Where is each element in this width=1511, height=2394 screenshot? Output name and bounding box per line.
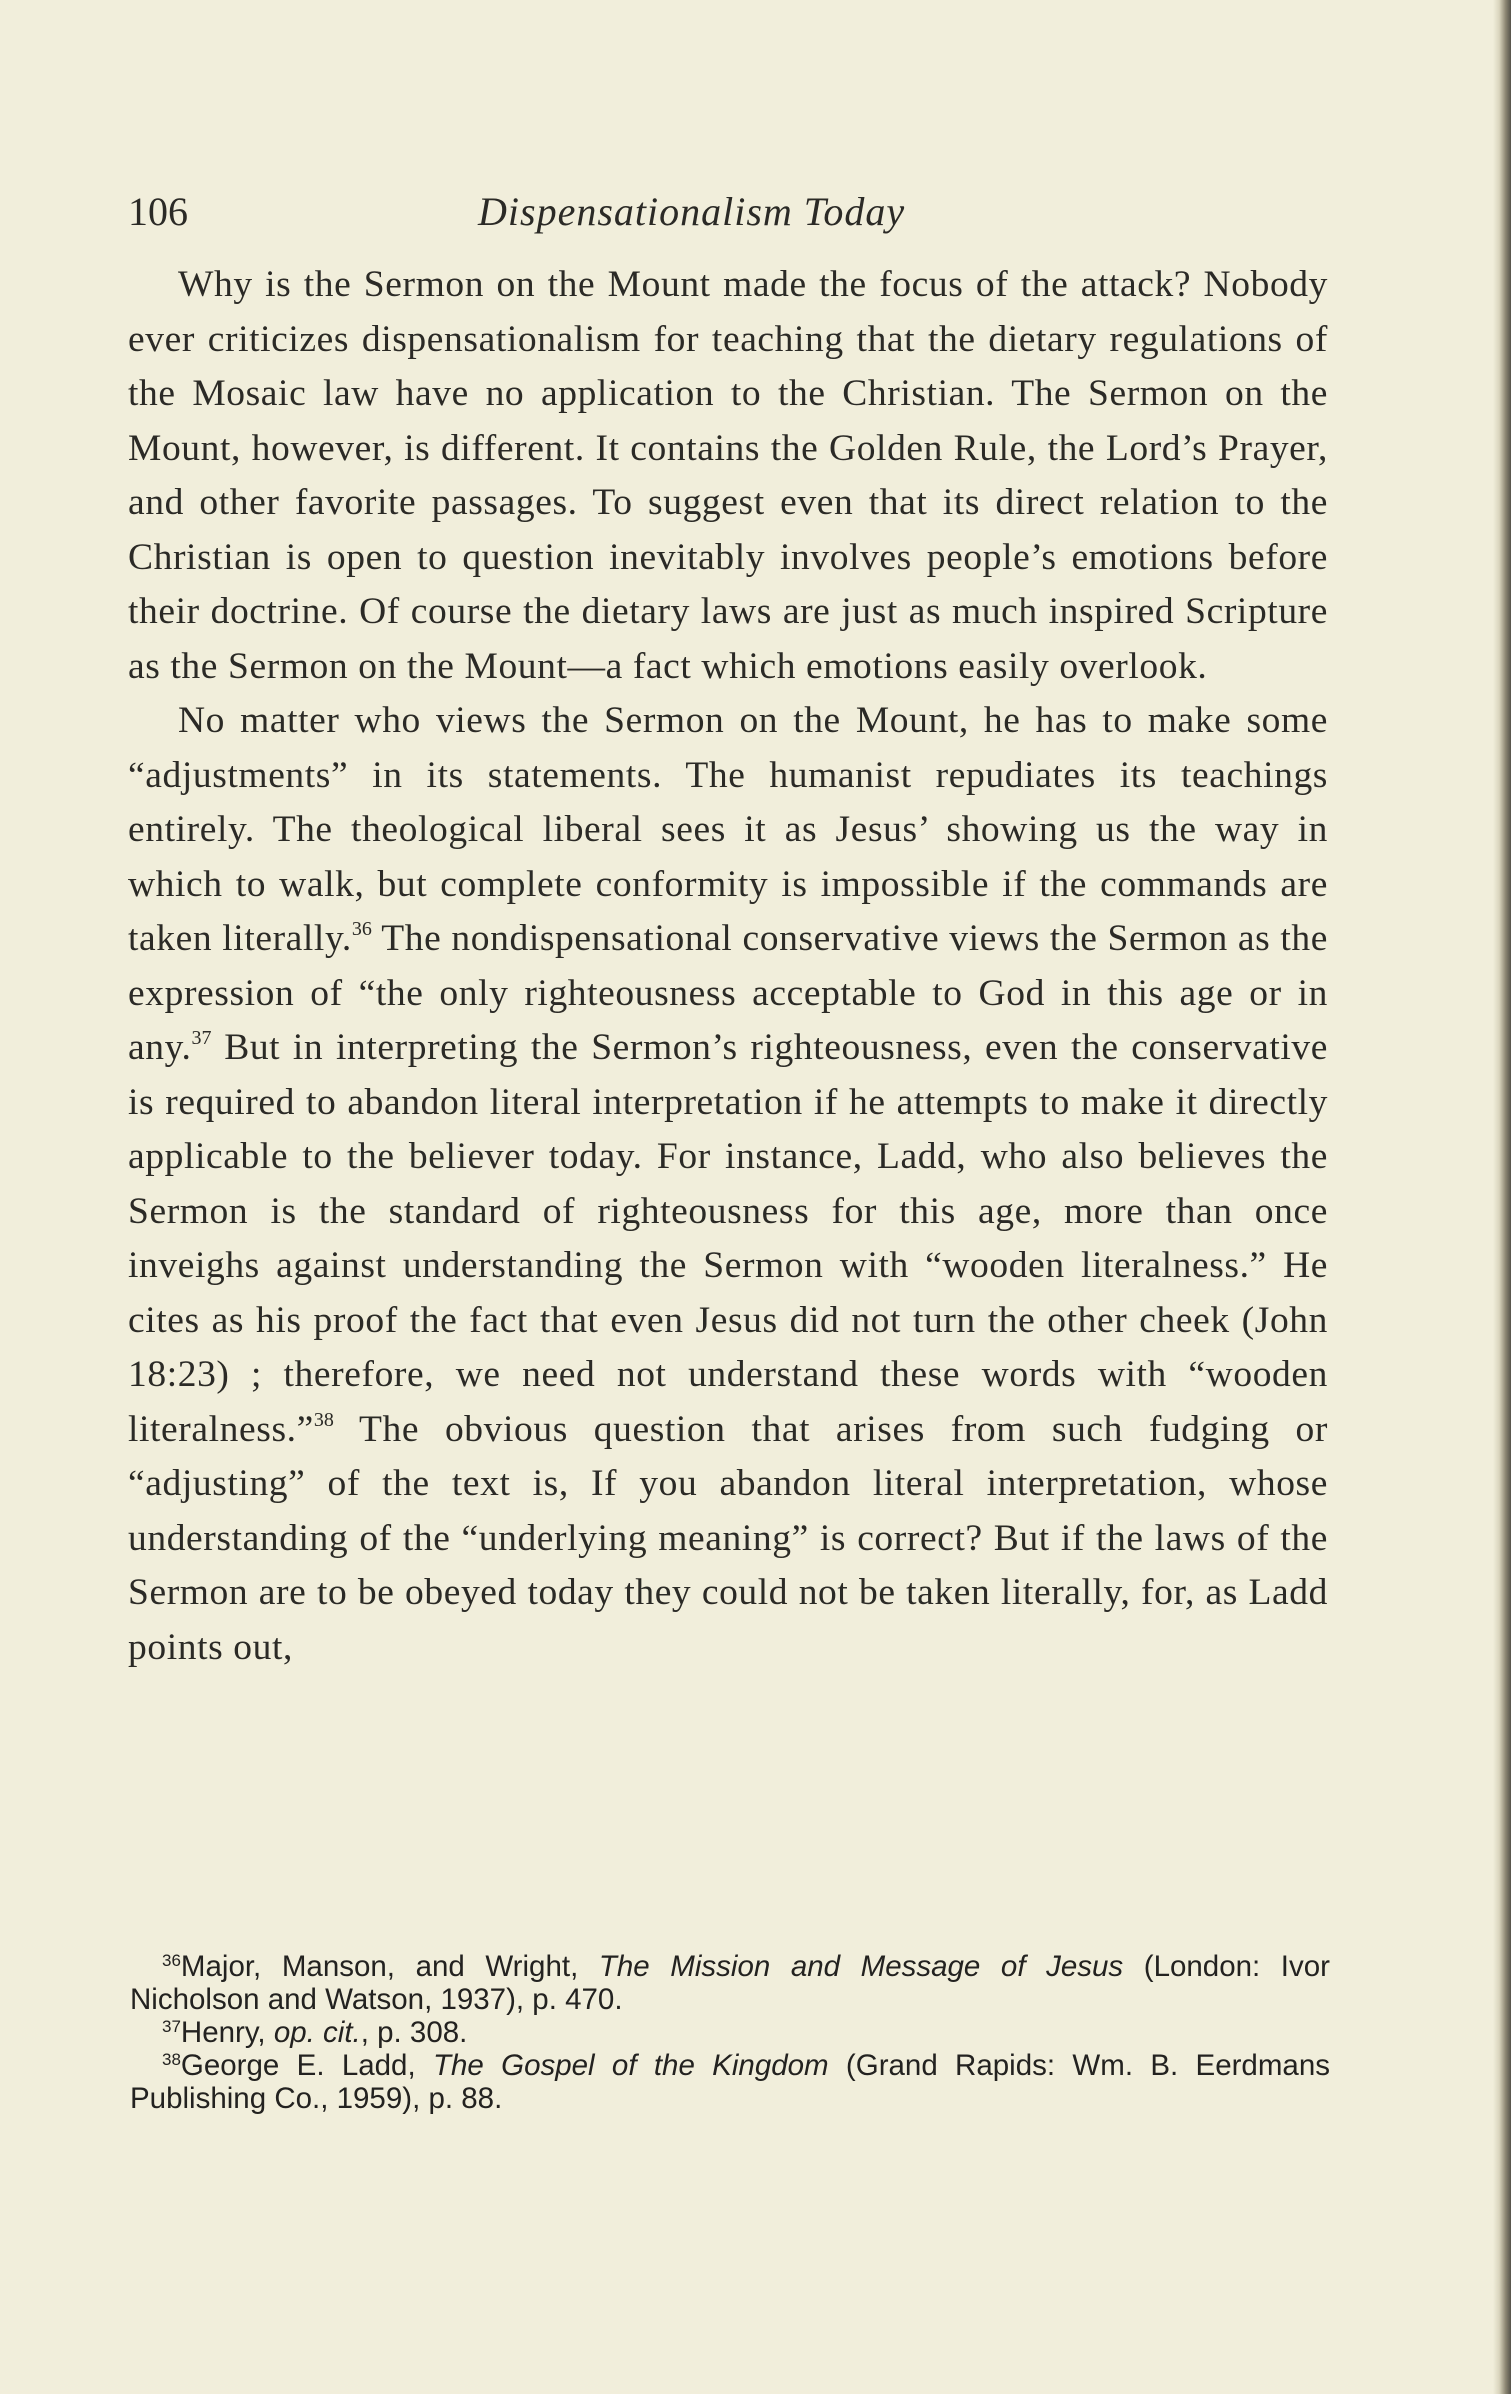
text-run: No matter who views the Sermon on the Mount, he has to make some “adjustments” in its statements. The humanist repudiates its teachings entirely. The theological liberal sees it as Jesus’ showing us the way in which to walk, but complete conformity is impossible if the commands are taken literally.	[128, 700, 1328, 959]
footnotes	[130, 1950, 1330, 2115]
text-run: Major, Manson, and Wright,	[180, 1950, 599, 1983]
book-title: The Gospel of the Kingdom	[432, 2049, 829, 2082]
text-run: (London: Ivor Nicholson and Watson, 1937), p. 470.	[130, 1950, 1330, 2016]
paragraph	[128, 258, 1328, 694]
paragraph	[128, 694, 1328, 1675]
footnote-ref-37[interactable]: 37	[191, 1027, 212, 1049]
text-run: (Grand Rapids: Wm. B. Eerdmans Publishing Co., 1959), p. 88.	[130, 2049, 1330, 2115]
footnote-ref-38[interactable]: 38	[313, 1408, 334, 1431]
text-run: Why is the Sermon on the Mount made the focus of the attack? Nobody ever criticizes dispensationalism for teaching that the dietary regulations of the Mosaic law have no application to the Christian. The Sermon on the Mount, however, is different. It contains the Golden Rule, the Lord’s Prayer, and other favorite passages. To suggest even that its direct relation to the Christian is open to question inevitably involves people’s emotions before their doctrine. Of course the dietary laws are just as much inspired Scripture as the Sermon on the Mount—a fact which emotions easily overlook.	[128, 264, 1328, 687]
page-number: 106	[128, 189, 188, 234]
book-title: The Mission and Message of Jesus	[598, 1950, 1124, 1983]
page-header	[128, 182, 1328, 242]
footnote-36	[130, 1950, 1330, 2016]
footnote-37	[130, 2016, 1330, 2049]
footnote-38	[130, 2049, 1330, 2115]
page-edge-shadow	[1493, 0, 1511, 2394]
running-title: Dispensationalism Today	[478, 189, 906, 234]
footnote-number: 38	[162, 2050, 181, 2069]
footnote-number: 37	[162, 2017, 181, 2036]
citation-abbrev: op. cit.	[273, 2016, 361, 2049]
text-run: The nondispensational conservative views the Sermon as the expression of “the only righteousness acceptable to God in this age or in any.	[128, 918, 1329, 1068]
footnote-number: 36	[162, 1951, 181, 1970]
text-run: The obvious question that arises from such fudging or “adjusting” of the text is, If you abandon literal interpretation, whose understanding of the “underlying meaning” is correct? But if the laws of the Sermon are to be obeyed today they could not be taken literally, for, as Ladd points out,	[128, 1408, 1328, 1668]
text-run: But in interpreting the Sermon’s righteousness, even the conservative is required to abandon literal interpretation if he attempts to make it directly applicable to the believer today. For instance, Ladd, who also believes the Sermon is the standard of righteousness for this age, more than once inveighs against understanding the Sermon with “wooden literalness.” He cites as his proof the fact that even Jesus did not turn the other cheek (John 18:23) ; therefore, we need not understand these words with “wooden literalness.”	[128, 1027, 1328, 1450]
text-run: George E. Ladd,	[180, 2049, 433, 2082]
body-text	[128, 258, 1328, 1675]
footnote-ref-36[interactable]: 36	[351, 918, 372, 940]
text-run: Henry,	[180, 2016, 274, 2049]
text-run: , p. 308.	[360, 2016, 468, 2049]
